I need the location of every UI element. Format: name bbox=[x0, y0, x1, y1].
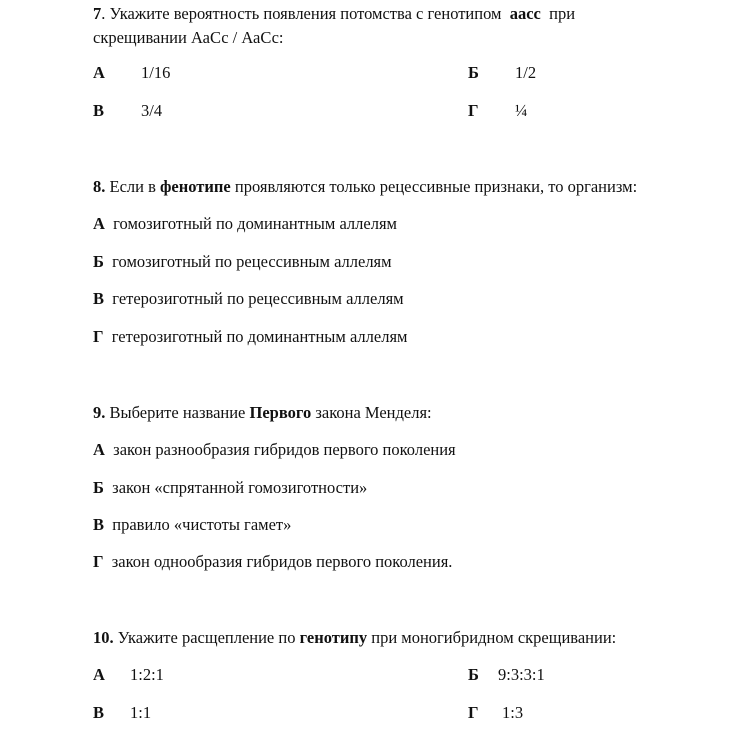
answer-option: В гетерозиготный по рецессивным аллелям bbox=[93, 289, 404, 308]
option-text: ¼ bbox=[515, 101, 528, 120]
option-letter: А bbox=[93, 665, 105, 684]
option-letter: В bbox=[93, 703, 105, 722]
genotype: аасс bbox=[509, 4, 541, 23]
question-number: 7 bbox=[93, 4, 102, 23]
option-text: 1/16 bbox=[141, 63, 171, 82]
answer-option: А закон разнообразия гибридов первого поколения bbox=[93, 440, 456, 459]
option-letter: Б bbox=[468, 63, 479, 82]
question-7-text: 7. Укажите вероятность появления потомства с генотипом аасс при bbox=[93, 4, 576, 23]
option-text: 9:3:3:1 bbox=[498, 665, 545, 684]
answer-option: Г гетерозиготный по доминантным аллелям bbox=[93, 327, 408, 346]
option-text: 1:2:1 bbox=[130, 665, 164, 684]
question-number: 8. bbox=[93, 177, 106, 196]
question-10-text: 10. Укажите расщепление по генотипу при моногибридном скрещивании: bbox=[93, 628, 617, 647]
question-number: 10. bbox=[93, 628, 114, 647]
option-letter: В bbox=[93, 101, 105, 120]
question-7-text-line2: скрещивании АаСс / АаСс: bbox=[93, 28, 284, 47]
answer-option: Б гомозиготный по рецессивным аллелям bbox=[93, 252, 392, 271]
answer-option: Г закон однообразия гибридов первого поколения. bbox=[93, 552, 453, 571]
question-number: 9. bbox=[93, 403, 106, 422]
option-text: 1:3 bbox=[502, 703, 524, 722]
option-letter: Г bbox=[468, 101, 479, 120]
option-letter: Б bbox=[468, 665, 479, 684]
option-text: 1:1 bbox=[130, 703, 152, 722]
question-9-text: 9. Выберите название Первого закона Менделя: bbox=[93, 403, 432, 422]
option-letter: А bbox=[93, 63, 105, 82]
option-text: 1/2 bbox=[515, 63, 537, 82]
option-letter: Г bbox=[468, 703, 479, 722]
answer-option: В правило «чистоты гамет» bbox=[93, 515, 292, 534]
answer-option: Б закон «спрятанной гомозиготности» bbox=[93, 478, 368, 497]
question-8-text: 8. Если в фенотипе проявляются только рецессивные признаки, то организм: bbox=[93, 177, 638, 196]
answer-option: А гомозиготный по доминантным аллелям bbox=[93, 214, 397, 233]
option-text: 3/4 bbox=[141, 101, 163, 120]
